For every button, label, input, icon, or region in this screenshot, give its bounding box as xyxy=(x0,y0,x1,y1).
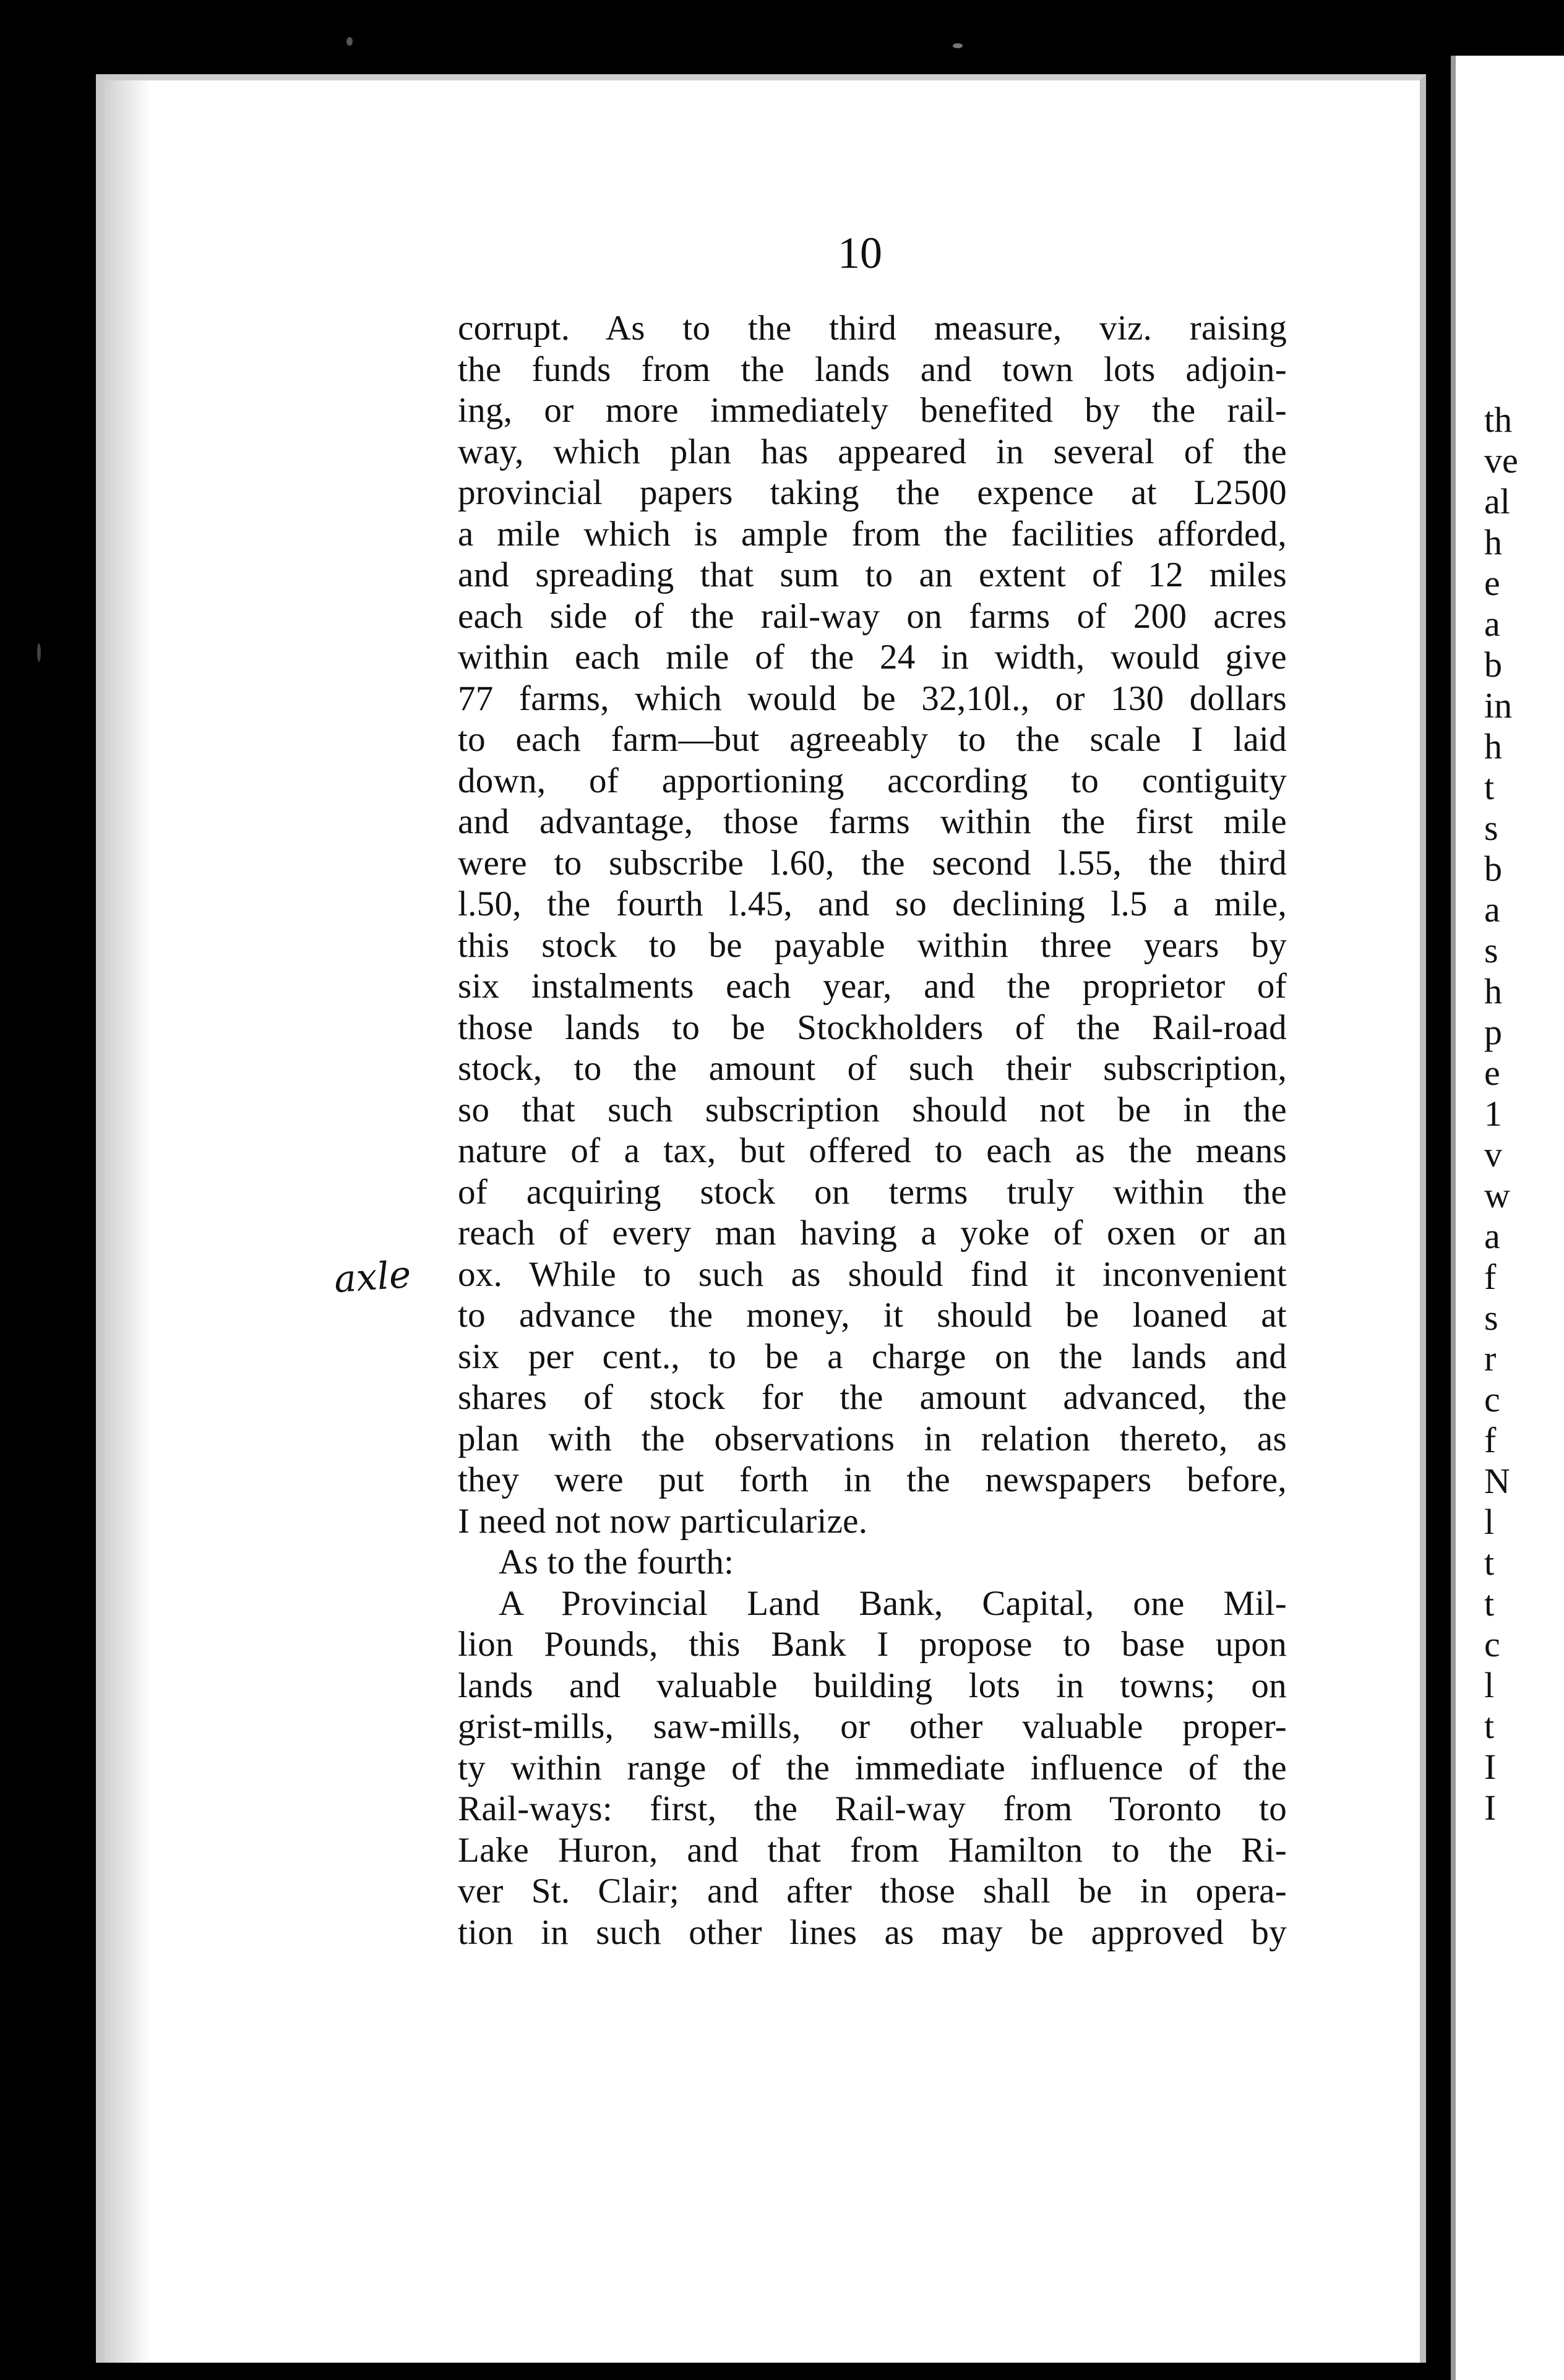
facing-page-fragment: al xyxy=(1484,481,1510,521)
text-line: the funds from the lands and town lots adjoin- xyxy=(458,350,1287,389)
text-line: stock, to the amount of such their subscription, xyxy=(458,1049,1287,1088)
facing-page-fragment: c xyxy=(1484,1379,1500,1419)
facing-page-fragment: h xyxy=(1484,522,1502,562)
text-line: I need not now particularize. xyxy=(458,1502,868,1541)
page-shadow xyxy=(96,74,152,2363)
text-line: shares of stock for the amount advanced, the xyxy=(458,1378,1287,1417)
text-line: Lake Huron, and that from Hamilton to the Ri- xyxy=(458,1831,1287,1870)
scan-speck xyxy=(346,37,353,46)
facing-page-fragment: a xyxy=(1484,604,1500,644)
facing-page-fragment: h xyxy=(1484,726,1502,766)
text-line: and advantage, those farms within the first mile xyxy=(458,802,1287,841)
text-line: l.50, the fourth l.45, and so declining l.5 a mile, xyxy=(458,884,1287,923)
facing-page-fragment: s xyxy=(1484,808,1498,848)
page-number: 10 xyxy=(838,228,882,278)
text-line: corrupt. As to the third measure, viz. raising xyxy=(458,309,1287,348)
facing-page-fragment: a xyxy=(1484,1216,1500,1256)
text-line: ty within range of the immediate influence of the xyxy=(458,1749,1287,1787)
text-line: six per cent., to be a charge on the lands and xyxy=(458,1337,1287,1376)
text-line: to advance the money, it should be loaned at xyxy=(458,1296,1287,1335)
facing-page-fragment: th xyxy=(1484,400,1513,440)
facing-page-fragment: t xyxy=(1484,1706,1495,1746)
facing-page-fragment: f xyxy=(1484,1257,1497,1297)
facing-page-fragment: t xyxy=(1484,1543,1495,1583)
facing-page-fragment: l xyxy=(1484,1502,1495,1542)
facing-page-fragment: s xyxy=(1484,1298,1498,1338)
text-line: grist-mills, saw-mills, or other valuable proper- xyxy=(458,1707,1287,1746)
text-line: lands and valuable building lots in towns; on xyxy=(458,1666,1287,1705)
text-line: each side of the rail-way on farms of 200 acres xyxy=(458,597,1287,636)
body-text xyxy=(458,308,1287,2102)
facing-page-fragment: f xyxy=(1484,1420,1497,1460)
facing-page-fragment: a xyxy=(1484,889,1500,930)
text-line: provincial papers taking the expence at L2500 xyxy=(458,473,1287,512)
scan-speck xyxy=(37,643,41,662)
facing-page-fragment: in xyxy=(1484,685,1513,726)
facing-page-fragment: s xyxy=(1484,930,1498,970)
text-line: 77 farms, which would be 32,10l., or 130 dollars xyxy=(458,679,1287,718)
text-line: Rail-ways: first, the Rail-way from Toronto to xyxy=(458,1789,1287,1828)
text-line: ox. While to such as should find it inconvenient xyxy=(458,1255,1287,1294)
text-line: those lands to be Stockholders of the Rail-road xyxy=(458,1008,1287,1047)
text-line: they were put forth in the newspapers before, xyxy=(458,1460,1287,1499)
facing-page-fragment: h xyxy=(1484,971,1502,1011)
text-line: six instalments each year, and the proprietor of xyxy=(458,967,1287,1006)
scan-speck xyxy=(953,43,963,48)
text-line: tion in such other lines as may be approved by xyxy=(458,1913,1287,1952)
facing-page-fragment: e xyxy=(1484,1053,1500,1093)
facing-page-fragment: v xyxy=(1484,1134,1502,1175)
text-line: nature of a tax, but offered to each as the means xyxy=(458,1131,1287,1170)
text-line: A Provincial Land Bank, Capital, one Mil- xyxy=(499,1584,1287,1623)
facing-page-fragment: e xyxy=(1484,563,1500,603)
facing-page-fragment: I xyxy=(1484,1787,1497,1828)
text-line: lion Pounds, this Bank I propose to base upon xyxy=(458,1625,1287,1664)
text-line: ver St. Clair; and after those shall be in opera- xyxy=(458,1872,1287,1911)
facing-page-fragment: r xyxy=(1484,1338,1497,1379)
facing-page-fragment: I xyxy=(1484,1747,1497,1787)
text-line: within each mile of the 24 in width, would give xyxy=(458,638,1287,677)
text-line: so that such subscription should not be in the xyxy=(458,1090,1287,1129)
text-line: this stock to be payable within three years by xyxy=(458,926,1287,965)
handwritten-margin-note: axle xyxy=(332,1252,413,1302)
text-line: were to subscribe l.60, the second l.55, the third xyxy=(458,844,1287,883)
facing-page-edge xyxy=(1451,56,1564,2380)
facing-page-fragment: p xyxy=(1484,1012,1502,1052)
facing-page-fragment: b xyxy=(1484,644,1502,685)
facing-page-fragment: w xyxy=(1484,1175,1510,1215)
facing-page-fragment: l xyxy=(1484,1665,1495,1705)
facing-page-fragment: ve xyxy=(1484,440,1518,481)
text-line: and spreading that sum to an extent of 12 miles xyxy=(458,555,1287,594)
facing-page-fragment: c xyxy=(1484,1624,1500,1664)
facing-page-fragment: N xyxy=(1484,1461,1510,1501)
text-line: As to the fourth: xyxy=(499,1543,734,1582)
text-line: reach of every man having a yoke of oxen or an xyxy=(458,1214,1287,1252)
text-line: a mile which is ample from the facilities afforded, xyxy=(458,515,1287,554)
facing-page-fragment: b xyxy=(1484,849,1502,889)
facing-page-fragment: t xyxy=(1484,767,1495,807)
text-line: plan with the observations in relation thereto, as xyxy=(458,1419,1287,1458)
text-line: to each farm—but agreeably to the scale I laid xyxy=(458,720,1287,759)
text-line: of acquiring stock on terms truly within the xyxy=(458,1173,1287,1212)
text-line: way, which plan has appeared in several of the xyxy=(458,432,1287,471)
text-line: down, of apportioning according to contiguity xyxy=(458,761,1287,800)
facing-page-fragment: 1 xyxy=(1484,1094,1502,1134)
facing-page-fragment: t xyxy=(1484,1583,1495,1624)
text-line: ing, or more immediately benefited by the rail- xyxy=(458,391,1287,430)
